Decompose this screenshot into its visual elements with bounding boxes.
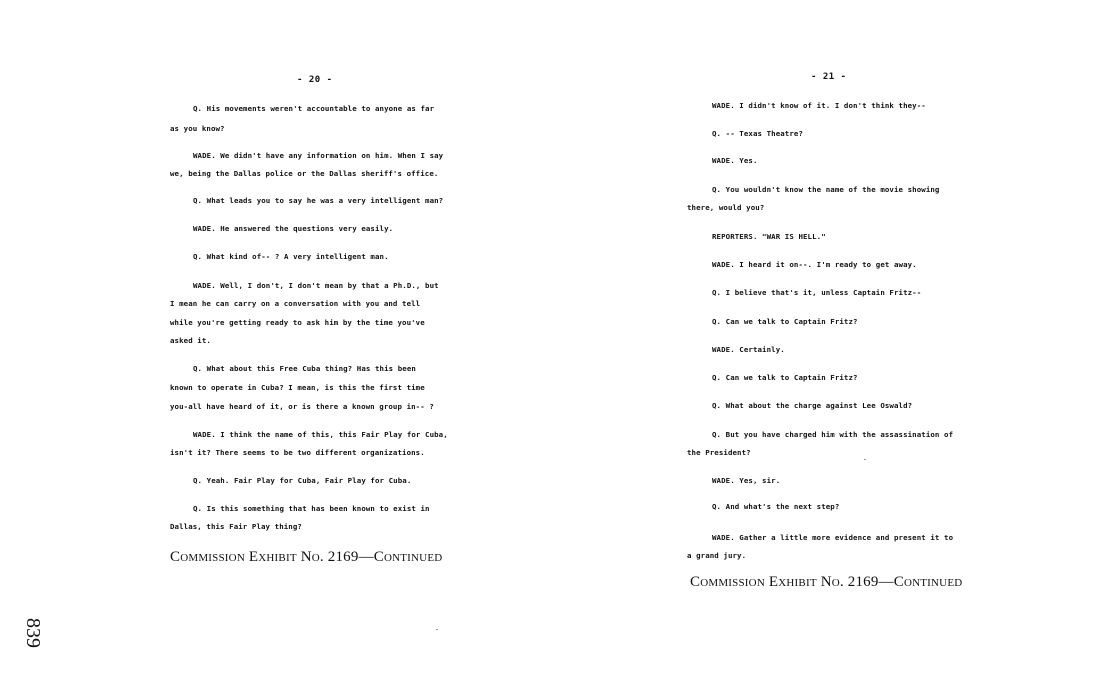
transcript-line: Q. And what's the next step? [712,502,840,511]
transcript-line: Q. His movements weren't accountable to anyone as far [193,104,435,113]
transcript-line: WADE. Gather a little more evidence and present it to [712,533,954,542]
transcript-line: Q. -- Texas Theatre? [712,129,803,138]
transcript-line: WADE. Certainly. [712,345,785,354]
exhibit-caption: Commission Exhibit No. 2169—Continued [690,574,963,590]
folio-number: 839 [22,618,44,648]
transcript-line: WADE. Yes, sir. [712,476,781,485]
transcript-line: Q. But you have charged him with the assassination of [712,430,954,439]
transcript-line: I mean he can carry on a conversation with you and tell [170,299,421,308]
page-number: - 20 - [297,75,333,85]
transcript-line: you-all have heard of it, or is there a known group in-- ? [170,402,434,411]
transcript-line: WADE. Well, I don't, I don't mean by that a Ph.D., but [193,281,439,290]
transcript-line: Q. Is this something that has been known to exist in [193,504,430,513]
transcript-line: Q. I believe that's it, unless Captain Fritz-- [712,288,922,297]
transcript-line: Q. What leads you to say he was a very intelligent man? [193,196,444,205]
transcript-line: Dallas, this Fair Play thing? [170,522,302,531]
transcript-line: WADE. I heard it on--. I'm ready to get away. [712,260,917,269]
transcript-line: asked it. [170,336,211,345]
transcript-line: WADE. Yes. [712,156,758,165]
transcript-line: Q. Yeah. Fair Play for Cuba, Fair Play for Cuba. [193,476,412,485]
transcript-line: as you know? [170,124,225,133]
transcript-line: known to operate in Cuba? I mean, is this the first time [170,383,425,392]
transcript-line: Q. You wouldn't know the name of the movie showing [712,185,940,194]
transcript-line: while you're getting ready to ask him by the time you've [170,318,425,327]
transcript-line: REPORTERS. "WAR IS HELL." [712,232,826,241]
transcript-line: there, would you? [687,203,765,212]
transcript-line: Q. Can we talk to Captain Fritz? [712,317,858,326]
transcript-line: Q. Can we talk to Captain Fritz? [712,373,858,382]
transcript-line: the President? [687,448,751,457]
right-page [547,0,1094,691]
transcript-line: WADE. We didn't have any information on him. When I say [193,151,444,160]
transcript-line: WADE. I think the name of this, this Fair Play for Cuba, [193,430,448,439]
page-number: - 21 - [811,72,847,82]
transcript-line: Q. What about the charge against Lee Oswald? [712,401,913,410]
scan-speck [864,459,866,460]
transcript-line: a grand jury. [687,551,747,560]
transcript-line: isn't it? There seems to be two different organizations. [170,448,425,457]
transcript-line: WADE. I didn't know of it. I don't think they-- [712,101,926,110]
exhibit-caption: Commission Exhibit No. 2169—Continued [170,549,443,565]
transcript-line: Q. What about this Free Cuba thing? Has this been [193,364,416,373]
transcript-line: Q. What kind of-- ? A very intelligent man. [193,252,389,261]
transcript-line: we, being the Dallas police or the Dallas sheriff's office. [170,169,439,178]
transcript-line: WADE. He answered the questions very easily. [193,224,394,233]
scan-speck [436,629,438,630]
